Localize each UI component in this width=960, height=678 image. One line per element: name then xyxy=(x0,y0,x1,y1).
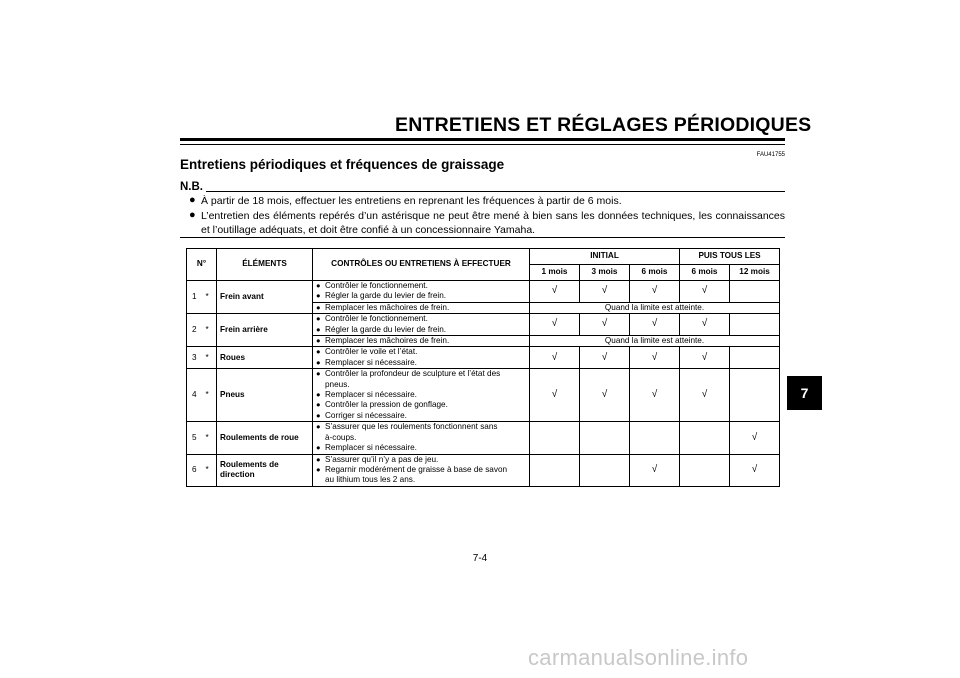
empty-cell xyxy=(680,454,730,486)
bullet-icon: ● xyxy=(316,464,321,474)
check-mark-icon: √ xyxy=(630,454,680,486)
check-mark-icon: √ xyxy=(580,314,630,336)
row-number: 3 xyxy=(187,347,204,369)
section-title: Entretiens périodiques et fréquences de graissage xyxy=(180,157,505,172)
bullet-icon: ● xyxy=(316,291,321,301)
bullet-icon: ● xyxy=(189,209,196,221)
row-number: 2 xyxy=(187,314,204,347)
check-actions xyxy=(313,336,530,347)
check-mark-icon: √ xyxy=(680,314,730,336)
note-end-rule xyxy=(180,237,785,238)
check-mark-icon: √ xyxy=(680,369,730,422)
check-mark-icon: √ xyxy=(530,347,580,369)
empty-cell xyxy=(680,422,730,454)
table-row xyxy=(187,454,780,486)
asterisk-mark: * xyxy=(204,454,217,486)
bullet-icon: ● xyxy=(316,443,321,453)
action-text: Contrôler la pression de gonflage. xyxy=(325,400,448,410)
reference-code: FAU41755 xyxy=(756,152,785,158)
asterisk-mark: * xyxy=(204,314,217,347)
action-item xyxy=(316,411,526,421)
note-text: L’entretien des éléments repérés d’un astérisque ne peut être mené à bien sans les données techniques, les connaissances et l’outillage adéquats, et doit être confié à un concessionnaire Yamaha. xyxy=(201,210,785,236)
asterisk-mark: * xyxy=(204,281,217,314)
action-item xyxy=(316,390,526,400)
bullet-icon: ● xyxy=(316,390,321,400)
empty-cell xyxy=(730,347,780,369)
check-actions xyxy=(313,281,530,303)
bullet-icon: ● xyxy=(316,281,321,290)
check-mark-icon: √ xyxy=(530,314,580,336)
action-text: S’assurer qu’il n’y a pas de jeu. xyxy=(325,454,439,464)
table-body xyxy=(187,281,780,487)
asterisk-mark: * xyxy=(204,422,217,454)
table-row xyxy=(187,369,780,422)
action-item xyxy=(316,336,526,346)
bullet-icon: ● xyxy=(189,194,196,206)
header-period: 1 mois xyxy=(530,265,580,281)
check-mark-icon: √ xyxy=(630,281,680,303)
action-item xyxy=(316,422,526,432)
action-item xyxy=(316,314,526,324)
bullet-icon: ● xyxy=(316,369,321,379)
check-mark-icon: √ xyxy=(580,281,630,303)
element-name: Roulements de direction xyxy=(217,454,313,486)
action-item xyxy=(316,325,526,335)
empty-cell xyxy=(530,454,580,486)
action-text: Corriger si nécessaire. xyxy=(325,410,407,420)
table-row xyxy=(187,314,780,336)
header-period: 12 mois xyxy=(730,265,780,281)
page-number: 7-4 xyxy=(472,553,488,564)
action-text: Contrôler la profondeur de sculpture et l’état des xyxy=(325,369,501,379)
check-mark-icon: √ xyxy=(580,347,630,369)
action-item xyxy=(316,347,526,357)
check-mark-icon: √ xyxy=(530,369,580,422)
check-mark-icon: √ xyxy=(730,422,780,454)
header-period: 6 mois xyxy=(680,265,730,281)
check-actions xyxy=(313,302,530,313)
action-text: S’assurer que les roulements fonctionnent sans xyxy=(325,422,498,432)
watermark: carmanualsonline.info xyxy=(528,645,749,670)
empty-cell xyxy=(580,454,630,486)
action-item xyxy=(316,369,526,379)
table-header-row xyxy=(187,249,780,265)
empty-cell xyxy=(630,422,680,454)
maintenance-table xyxy=(186,248,780,487)
action-item xyxy=(316,475,526,485)
header-initial: INITIAL xyxy=(530,249,680,265)
action-item xyxy=(316,400,526,410)
bullet-icon: ● xyxy=(316,314,321,324)
action-text: Régler la garde du levier de frein. xyxy=(325,291,447,301)
header-elements: ÉLÉMENTS xyxy=(217,249,313,281)
action-item xyxy=(316,303,526,313)
nb-label: N.B. xyxy=(180,181,203,193)
element-name: Pneus xyxy=(217,369,313,422)
bullet-icon: ● xyxy=(316,347,321,357)
header-num: N° xyxy=(187,249,217,281)
bullet-icon: ● xyxy=(316,400,321,410)
action-text: Contrôler le voile et l’état. xyxy=(325,347,418,357)
note-item xyxy=(189,194,785,208)
nb-rule xyxy=(206,191,785,192)
table-row xyxy=(187,347,780,369)
action-text: Contrôler le fonctionnement. xyxy=(325,281,428,290)
action-item xyxy=(316,443,526,453)
action-text: Régler la garde du levier de frein. xyxy=(325,324,447,334)
action-item xyxy=(316,455,526,465)
action-text: Remplacer si nécessaire. xyxy=(325,390,417,400)
action-item xyxy=(316,358,526,368)
empty-cell xyxy=(530,422,580,454)
bullet-icon: ● xyxy=(316,324,321,334)
row-number: 6 xyxy=(187,454,204,486)
table-row xyxy=(187,422,780,454)
action-text: à-coups. xyxy=(325,432,357,442)
bullet-icon: ● xyxy=(316,410,321,420)
element-name: Frein avant xyxy=(217,281,313,314)
empty-cell xyxy=(730,369,780,422)
row-number: 5 xyxy=(187,422,204,454)
check-actions xyxy=(313,422,530,454)
check-actions xyxy=(313,369,530,422)
action-text: Regarnir modérément de graisse à base de savon xyxy=(325,464,508,474)
note-text: À partir de 18 mois, effectuer les entretiens en reprenant les fréquences à partir de 6 mois. xyxy=(201,195,622,207)
empty-cell xyxy=(730,281,780,303)
bullet-icon: ● xyxy=(316,336,321,346)
table-row xyxy=(187,281,780,303)
element-name: Roulements de roue xyxy=(217,422,313,454)
action-text: au lithium tous les 2 ans. xyxy=(325,475,416,485)
check-mark-icon: √ xyxy=(630,347,680,369)
action-text: Remplacer les mâchoires de frein. xyxy=(325,302,450,312)
action-text: Remplacer si nécessaire. xyxy=(325,443,417,453)
asterisk-mark: * xyxy=(204,347,217,369)
bullet-icon: ● xyxy=(316,302,321,312)
header-thereafter: PUIS TOUS LES xyxy=(680,249,780,265)
action-text: Contrôler le fonctionnement. xyxy=(325,314,428,324)
bullet-icon: ● xyxy=(316,454,321,464)
check-mark-icon: √ xyxy=(530,281,580,303)
chapter-title: ENTRETIENS ET RÉGLAGES PÉRIODIQUES xyxy=(395,114,812,136)
check-actions xyxy=(313,347,530,369)
check-mark-icon: √ xyxy=(630,369,680,422)
action-text: Remplacer les mâchoires de frein. xyxy=(325,336,450,346)
check-mark-icon: √ xyxy=(580,369,630,422)
action-text: Remplacer si nécessaire. xyxy=(325,357,417,367)
check-mark-icon: √ xyxy=(730,454,780,486)
row-number: 4 xyxy=(187,369,204,422)
row-number: 1 xyxy=(187,281,204,314)
action-item xyxy=(316,291,526,301)
action-item xyxy=(316,380,526,390)
empty-cell xyxy=(580,422,630,454)
note-item xyxy=(189,209,785,237)
check-actions xyxy=(313,314,530,336)
check-mark-icon: √ xyxy=(630,314,680,336)
bullet-icon: ● xyxy=(316,357,321,367)
action-text: pneus. xyxy=(325,379,350,389)
asterisk-mark: * xyxy=(204,369,217,422)
action-item xyxy=(316,281,526,291)
element-name: Roues xyxy=(217,347,313,369)
frequency-note: Quand la limite est atteinte. xyxy=(530,336,780,347)
check-mark-icon: √ xyxy=(680,281,730,303)
check-actions xyxy=(313,454,530,486)
bullet-icon: ● xyxy=(316,422,321,432)
element-name: Frein arrière xyxy=(217,314,313,347)
check-mark-icon: √ xyxy=(680,347,730,369)
action-item xyxy=(316,433,526,443)
frequency-note: Quand la limite est atteinte. xyxy=(530,302,780,313)
header-checks: CONTRÔLES OU ENTRETIENS À EFFECTUER xyxy=(313,249,530,281)
empty-cell xyxy=(730,314,780,336)
action-item xyxy=(316,465,526,475)
title-rule xyxy=(180,138,785,141)
header-period: 6 mois xyxy=(630,265,680,281)
title-rule-thin xyxy=(180,144,785,145)
header-period: 3 mois xyxy=(580,265,630,281)
chapter-tab: 7 xyxy=(787,376,822,410)
